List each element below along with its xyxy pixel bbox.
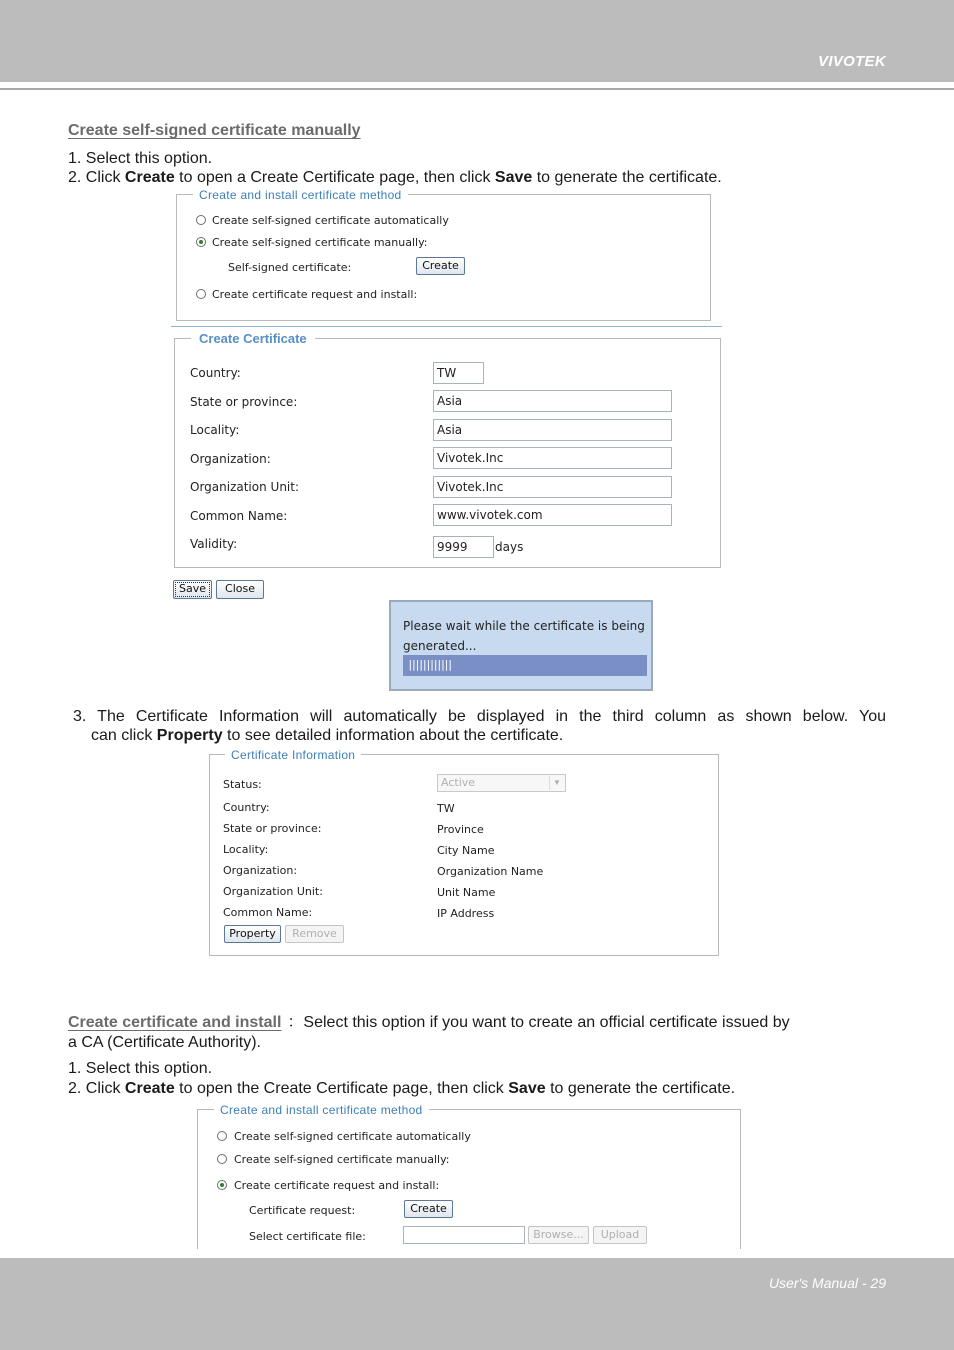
remove-button[interactable]: Remove [285,925,344,943]
section-2-step-2-create: Create [124,1080,175,1097]
organization-input[interactable]: Vivotek.Inc [433,447,672,469]
upload-button[interactable]: Upload [593,1226,647,1244]
section-2-step-1: 1. Select this option. [68,1060,213,1077]
info-state-value: Province [437,823,484,836]
step-3-line-1: 3. The Certificate Information will automatically be displayed in the third column as shown below. You [73,708,886,725]
close-button[interactable]: Close [216,580,264,599]
brand-logo-text: VIVOTEK [818,53,886,70]
section-2-step-2-part: to open the Create Certificate page, then click [174,1080,509,1097]
wait-message [403,616,645,656]
step-3-line-2 [91,726,563,745]
section-2-step-2-save: Save [508,1080,546,1097]
method-panel-1-legend: Create and install certificate method [193,188,408,202]
page-number: User's Manual - 29 [768,1275,886,1291]
locality-input[interactable]: Asia [433,419,672,441]
radio-manual-2-label: Create self-signed certificate manually: [234,1153,450,1166]
browse-button[interactable]: Browse... [528,1226,589,1244]
state-input[interactable]: Asia [433,390,672,412]
chevron-down-icon: ▼ [549,776,564,790]
validity-label: Validity: [190,537,238,551]
section-title-self-signed-manual: Create self-signed certificate manually [68,122,361,139]
step-2-part: to generate the certificate. [532,169,722,186]
section-2-step-2-part: 2. Click [68,1080,125,1097]
status-select[interactable] [437,774,566,792]
select-cert-file-label: Select certificate file: [249,1230,366,1243]
common-name-label: Common Name: [190,509,288,523]
progress-marks: |||||||||||| [407,658,451,671]
cert-file-input[interactable] [403,1226,525,1244]
header-divider [0,88,954,90]
country-input[interactable]: TW [433,362,484,384]
radio-request[interactable] [196,289,206,299]
radio-manual-2[interactable] [217,1154,227,1164]
section-2-step-2-part: to generate the certificate. [545,1080,736,1097]
info-common-name-label: Common Name: [223,906,313,919]
save-button[interactable]: Save [173,580,212,599]
radio-request-2-selected[interactable] [217,1180,227,1190]
section-2-step-2 [68,1079,735,1098]
step-2-part: 2. Click [68,169,125,186]
info-organization-value: Organization Name [437,865,544,878]
footer-band [0,1258,954,1350]
state-label: State or province: [190,395,298,409]
section-2-intro-line-2: a CA (Certificate Authority). [68,1034,261,1051]
status-select-value: Active [441,776,476,789]
radio-auto-2[interactable] [217,1131,227,1141]
organization-unit-label: Organization Unit: [190,480,300,494]
step-1-text: 1. Select this option. [68,150,213,167]
create-certificate-legend: Create Certificate [191,331,315,346]
radio-auto-label: Create self-signed certificate automatically [212,214,449,227]
organization-label: Organization: [190,452,271,466]
status-label: Status: [223,778,262,791]
cert-request-label: Certificate request: [249,1204,356,1217]
info-locality-label: Locality: [223,843,269,856]
info-common-name-value: IP Address [437,907,495,920]
country-label: Country: [190,366,241,380]
create-button[interactable]: Create [416,257,465,275]
section-2-intro-line-1 [68,1013,790,1032]
separator-line [171,326,722,327]
self-signed-cert-label: Self-signed certificate: [228,261,352,274]
radio-manual-selected[interactable] [196,237,206,247]
wait-message-line-2: generated... [403,639,477,653]
info-country-label: Country: [223,801,270,814]
organization-unit-input[interactable]: Vivotek.Inc [433,476,672,498]
info-locality-value: City Name [437,844,495,857]
info-organization-label: Organization: [223,864,298,877]
step-3-part: can click [91,727,157,744]
info-state-label: State or province: [223,822,322,835]
section-title-create-and-install: Create certificate and install [68,1014,282,1031]
step-2-text [68,168,722,187]
certificate-info-legend: Certificate Information [225,748,361,762]
step-2-part: to open a Create Certificate page, then click [174,169,495,186]
radio-auto[interactable] [196,215,206,225]
validity-input[interactable]: 9999 [433,536,494,558]
info-org-unit-value: Unit Name [437,886,496,899]
method-panel-2-legend: Create and install certificate method [214,1103,429,1117]
wait-message-line-1: Please wait while the certificate is being [403,619,645,633]
radio-auto-2-label: Create self-signed certificate automatically [234,1130,471,1143]
radio-manual-label: Create self-signed certificate manually: [212,236,428,249]
property-button[interactable]: Property [224,925,281,943]
step-3-property: Property [156,727,223,744]
radio-request-2-label: Create certificate request and install: [234,1179,440,1192]
days-unit: days [495,540,524,554]
info-org-unit-label: Organization Unit: [223,885,323,898]
step-3-part: to see detailed information about the certificate. [222,727,564,744]
create-request-button[interactable]: Create [404,1200,453,1218]
common-name-input[interactable]: www.vivotek.com [433,504,672,526]
step-2-create: Create [124,169,175,186]
step-2-save: Save [494,169,533,186]
section-2-intro: ：Select this option if you want to create an official certificate issued by [287,1014,790,1031]
header-band [0,0,954,82]
info-country-value: TW [437,802,455,815]
locality-label: Locality: [190,423,240,437]
radio-request-label: Create certificate request and install: [212,288,418,301]
